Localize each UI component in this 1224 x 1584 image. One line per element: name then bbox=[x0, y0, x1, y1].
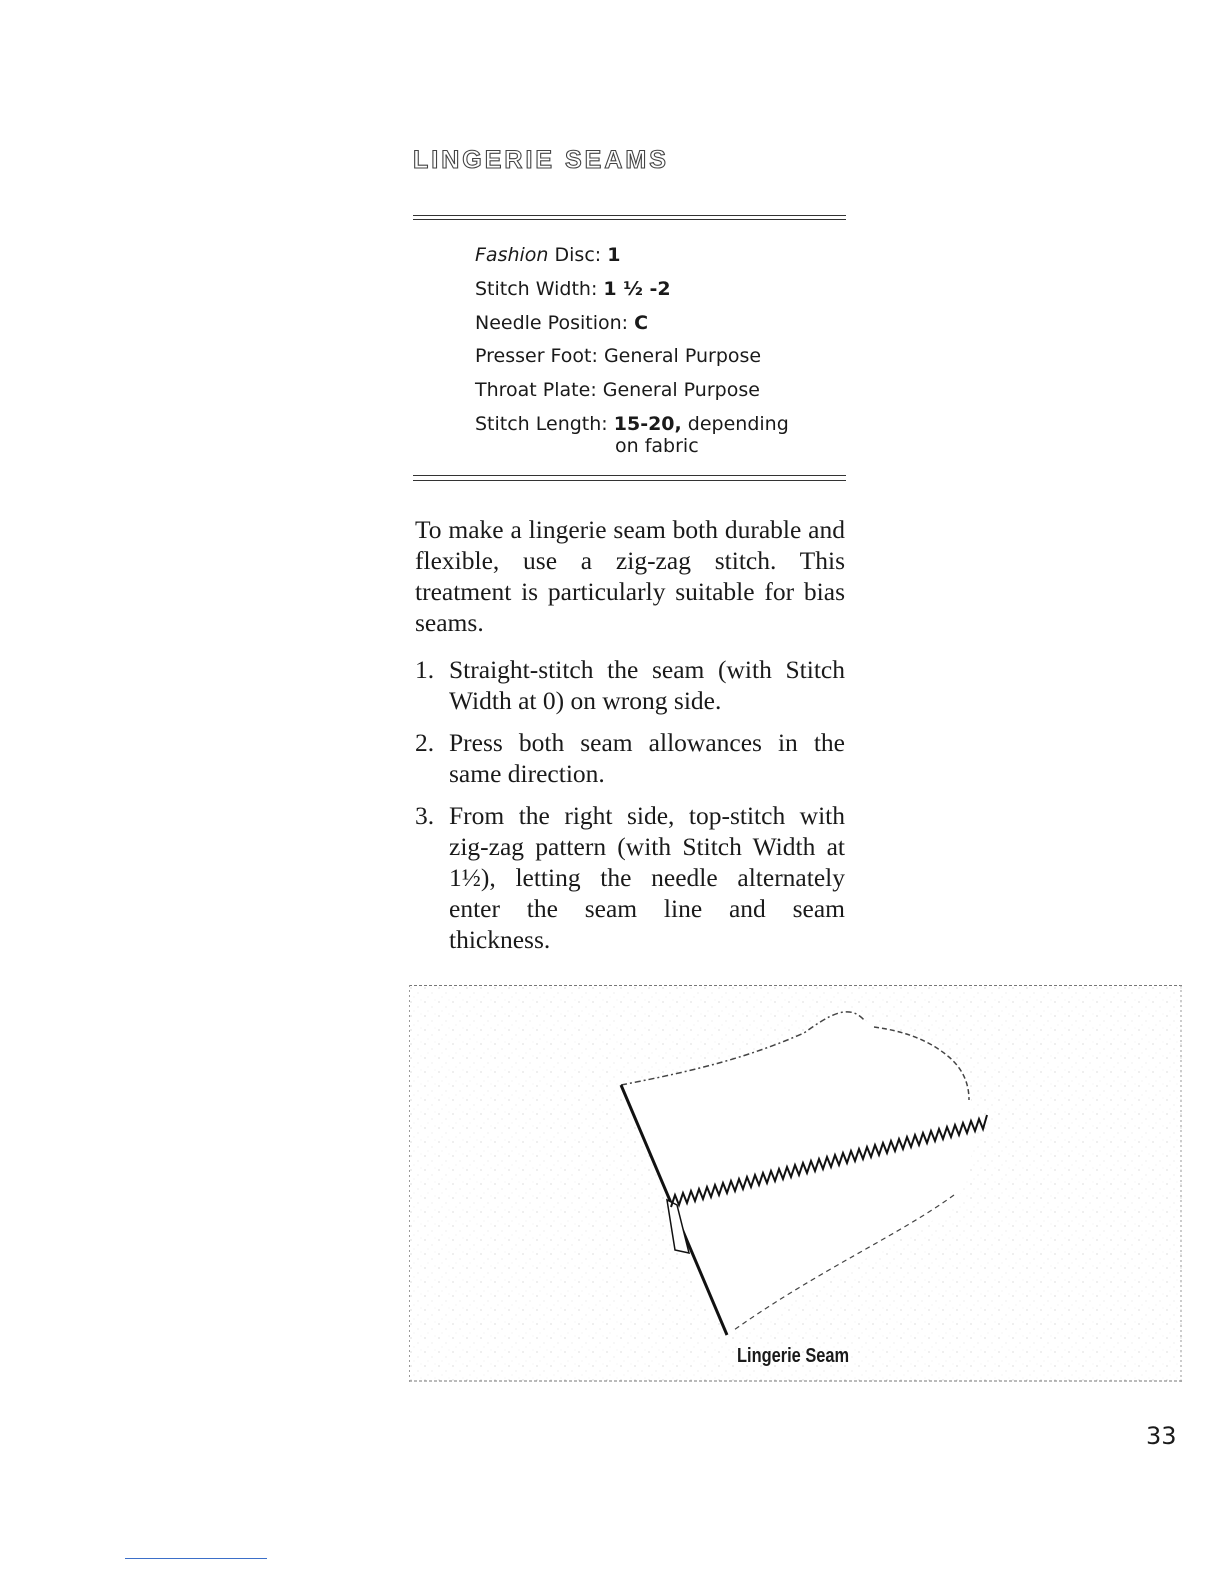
setting-label: Disc: bbox=[548, 244, 608, 266]
step-text: Straight-stitch the seam (with Stitch Width at 0) on wrong side. bbox=[449, 655, 845, 715]
step-number: 3. bbox=[415, 801, 435, 830]
setting-value: 15-20, bbox=[613, 412, 682, 435]
setting-label: Stitch Length: bbox=[475, 412, 614, 435]
setting-label: Needle Position: bbox=[475, 311, 635, 334]
step-item bbox=[415, 654, 845, 716]
seam-drawing bbox=[409, 985, 1182, 1382]
step-item bbox=[415, 800, 845, 955]
page-title: LINGERIE SEAMS bbox=[413, 146, 669, 174]
bottom-rule-inner bbox=[413, 480, 846, 481]
top-rule bbox=[413, 215, 846, 216]
setting-value: 1 bbox=[607, 244, 621, 266]
instruction-steps bbox=[415, 654, 845, 966]
setting-value: General Purpose bbox=[602, 379, 760, 402]
setting-label: Fashion bbox=[475, 244, 549, 266]
setting-value-continuation: on fabric bbox=[615, 434, 699, 457]
setting-value-tail: depending bbox=[681, 412, 789, 435]
step-item bbox=[415, 727, 845, 789]
setting-label: Throat Plate: bbox=[475, 379, 603, 402]
setting-fashion-disc bbox=[475, 239, 789, 273]
page-number: 33 bbox=[1146, 1422, 1177, 1450]
setting-value: General Purpose bbox=[603, 345, 762, 368]
setting-needle-position bbox=[475, 307, 789, 341]
setting-value: C bbox=[634, 311, 649, 334]
setting-label: Stitch Width: bbox=[475, 277, 604, 300]
setting-stitch-width bbox=[475, 273, 789, 307]
lingerie-seam-illustration bbox=[409, 985, 1182, 1382]
footnote-rule bbox=[125, 1558, 267, 1559]
settings-list bbox=[475, 239, 789, 456]
top-rule-inner bbox=[413, 219, 846, 220]
step-number: 2. bbox=[415, 728, 435, 757]
setting-presser-foot bbox=[475, 340, 789, 374]
setting-label: Presser Foot: bbox=[475, 345, 604, 368]
figure-caption: Lingerie Seam bbox=[737, 1345, 850, 1367]
machine-settings-box bbox=[413, 215, 846, 483]
setting-stitch-length bbox=[475, 408, 789, 456]
intro-paragraph: To make a lingerie seam both durable and flexible, use a zig-zag stitch. This treatment is particularly suitable for bias seams. bbox=[415, 515, 845, 637]
bottom-rule bbox=[413, 475, 846, 476]
setting-throat-plate bbox=[475, 374, 789, 408]
setting-value: 1 ½ -2 bbox=[603, 277, 671, 300]
step-text: Press both seam allowances in the same direction. bbox=[449, 728, 845, 788]
step-number: 1. bbox=[415, 655, 435, 684]
step-text: From the right side, top-stitch with zig-zag pattern (with Stitch Width at 1½), letting the needle alternately enter the seam line and seam thickness. bbox=[449, 801, 845, 954]
